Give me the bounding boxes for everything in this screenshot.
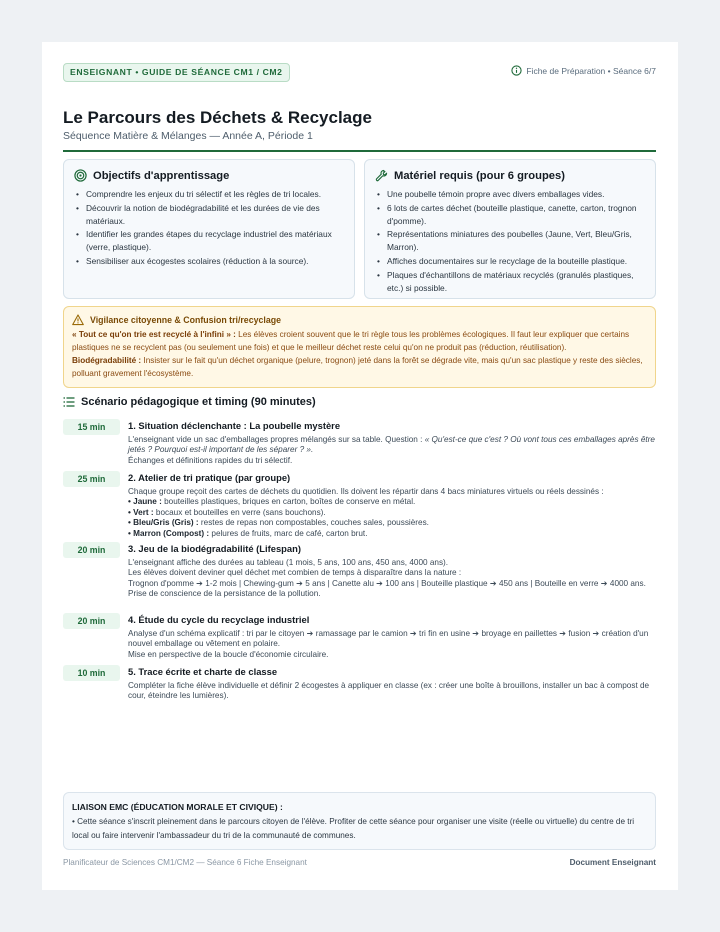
materials-list [375,188,645,295]
bin-desc: bouteilles plastiques, briques en carton, boîtes de conserve en métal. [161,497,416,507]
emc-text: • Cette séance s'inscrit pleinement dans le parcours citoyen de l'élève. Profiter de cette séance pour organiser une visite (réelle ou virtuelle) du centre de tri local ou faire intervenir l'ambassadeur du tri de la communauté de communes. [72,817,635,840]
step-body [128,681,656,702]
bin-name: • Jaune : [128,497,162,507]
footer-right: Document Enseignant [569,858,656,867]
step-line: Les élèves doivent deviner quel déchet met combien de temps à disparaître dans la nature : [128,568,462,578]
step-duration: 20 min [63,613,120,629]
step-body [128,487,656,539]
materials-card [364,159,656,299]
page-title: Le Parcours des Déchets & Recyclage [63,108,372,127]
material-item: • Plaques d'échantillons de matériaux recyclés (granulés plastiques, etc.) si possible. [375,269,645,295]
objective-item: • Comprendre les enjeux du tri sélectif et les règles de tri locales. [74,188,344,201]
step-line: Prise de conscience de la persistance de la pollution. [128,589,321,599]
bin-name: • Vert : [128,507,154,517]
objective-item: • Identifier les grandes étapes du recyclage industriel des matériaux (verre, plastique). [74,228,344,254]
step-line: Compléter la fiche élève individuelle et définir 2 écogestes à appliquer en classe (ex : créer une boîte à brouillons, installer un bac à compost de cour, éteindre les lumières). [128,681,650,701]
alert-text: Insister sur le fait qu'un déchet organique (pelure, trognon) jeté dans la forêt se dégrade vite, mais qu'un sac plastique y reste des siècles, polluant gravement l'écosystème. [72,356,643,378]
material-item: • Affiches documentaires sur le recyclage de la bouteille plastique. [375,255,645,268]
vigilance-alert [63,306,656,388]
step-quote: « Qu'est-ce que c'est ? Où vont tous ces emballages après être jetés ? Pourquoi est-il important de les séparer ? ». [128,435,655,455]
bin-desc: pelures de fruits, marc de café, carton brut. [209,528,368,538]
lesson-sheet [42,42,678,890]
scenario-title: Scénario pédagogique et timing (90 minutes) [81,396,316,408]
footer-left: Planificateur de Sciences CM1/CM2 — Séance 6 Fiche Enseignant [63,858,307,867]
alert-lead: « Tout ce qu'on trie est recyclé à l'infini » : [72,330,236,339]
wrench-icon [375,169,388,182]
list-icon [63,396,75,408]
step-body [128,629,656,660]
alert-lead: Biodégradabilité : [72,356,142,365]
info-icon [511,65,522,76]
objective-item: • Découvrir la notion de biodégradabilité et les durées de vie des matériaux. [74,202,344,228]
step-line: Chaque groupe reçoit des cartes de déchets du quotidien. Ils doivent les répartir dans 4 bacs miniatures virtuels ou réels dessinés : [128,487,604,496]
prep-info [511,65,656,76]
step-title: 4. Étude du cycle du recyclage industriel [128,614,310,625]
step-title: 3. Jeu de la biodégradabilité (Lifespan) [128,543,301,554]
bin-desc: restes de repas non compostables, couches sales, poussières. [198,518,429,528]
step-line: Analyse d'un schéma explicatif : tri par le citoyen ➔ ramassage par le camion ➔ tri fin en usine ➔ broyage en paillettes ➔ fusion ➔ création d'un nouvel emballage ou vêtement en polaire. [128,629,649,649]
objectives-card [63,159,355,299]
target-icon [74,169,87,182]
step-title: 5. Trace écrite et charte de classe [128,666,278,677]
material-item: • Une poubelle témoin propre avec divers emballages vides. [375,188,645,201]
material-item: • 6 lots de cartes déchet (bouteille plastique, canette, carton, trognon d'pomme). [375,202,645,228]
bin-desc: bocaux et bouteilles en verre (sans bouchons). [153,507,326,517]
alert-header [72,314,281,326]
step-line: Mise en perspective de la boucle d'économie circulaire. [128,649,329,659]
warning-icon [72,314,84,326]
step-title: 1. Situation déclenchante : La poubelle mystère [128,420,341,431]
emc-box [63,792,656,850]
step-duration: 25 min [63,471,120,487]
emc-title: LIAISON EMC (ÉDUCATION MORALE ET CIVIQUE) : [72,802,283,812]
alert-text: Les élèves croient souvent que le tri règle tous les problèmes écologiques. Il faut leur expliquer que certains plastiques ne se recyclent pas (ou seulement une fois) et que le meilleur déchet reste celui qu'on ne produit pas (réduction, réutilisation). [72,330,630,352]
scenario-header [63,396,316,408]
alert-paragraph-biodegradability [72,355,647,381]
material-item: • Représentations miniatures des poubelles (Jaune, Vert, Bleu/Gris, Marron). [375,228,645,254]
step-line: Échanges et définitions rapides du tri sélectif. [128,455,293,465]
bin-name: • Marron (Compost) : [128,528,210,538]
audience-badge: ENSEIGNANT • GUIDE DE SÉANCE CM1 / CM2 [63,63,290,82]
step-body [128,558,656,600]
step-duration: 10 min [63,665,120,681]
objectives-list [74,188,344,269]
objectives-title: Objectifs d'apprentissage [93,169,230,182]
step-body [128,435,656,466]
prep-label: Fiche de Préparation • Séance 6/7 [526,65,656,76]
materials-title: Matériel requis (pour 6 groupes) [394,169,565,182]
alert-title: Vigilance citoyenne & Confusion tri/recyclage [90,315,281,325]
step-line: Trognon d'pomme ➔ 1-2 mois | Chewing-gum ➔ 5 ans | Canette alu ➔ 100 ans | Bouteille plastique ➔ 450 ans | Bouteille en verre ➔ 4000 ans. [128,578,646,588]
alert-paragraph-misconception [72,329,647,355]
page-subtitle: Séquence Matière & Mélanges — Année A, Période 1 [63,130,313,142]
step-line: L'enseignant vide un sac d'emballages propres mélangés sur sa table. Question : [128,435,425,444]
step-line: L'enseignant affiche des durées au tableau (1 mois, 5 ans, 100 ans, 450 ans, 4000 ans). [128,558,449,567]
bin-name: • Bleu/Gris (Gris) : [128,518,199,528]
materials-header [375,169,565,182]
step-title: 2. Atelier de tri pratique (par groupe) [128,472,291,483]
step-duration: 15 min [63,419,120,435]
objectives-header [74,169,229,182]
title-divider [63,150,656,152]
objective-item: • Sensibiliser aux écogestes scolaires (réduction à la source). [74,255,344,268]
step-duration: 20 min [63,542,120,558]
